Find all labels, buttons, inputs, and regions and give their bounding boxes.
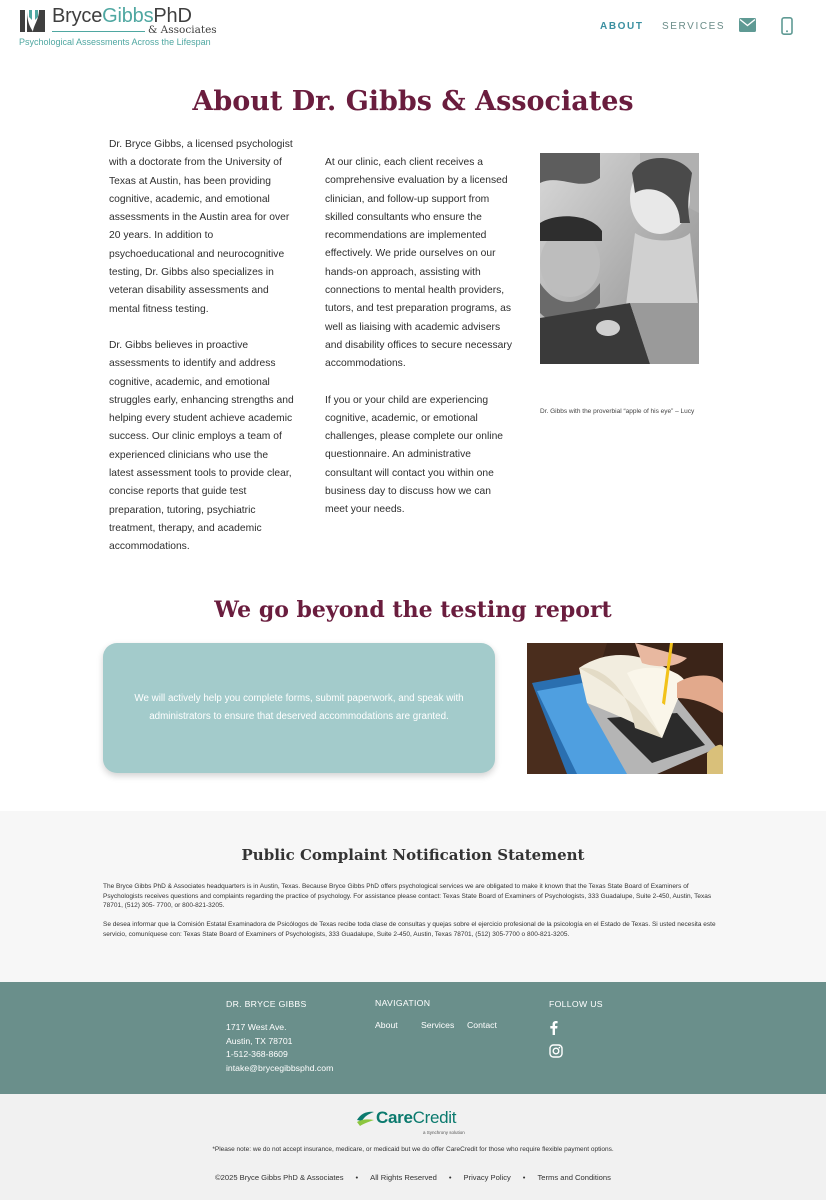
- footer-nav-about[interactable]: About: [375, 1020, 398, 1030]
- logo-wordmark: BryceGibbsPhD: [52, 5, 192, 27]
- about-paragraph: At our clinic, each client receives a comprehensive evaluation by a licensed clinician, and follow-up support from skilled consultants who ensure the recommendations are implemented effectively. We pride ourselves on our hands-on approach, assisting with connections to mental health providers, tutors, and test preparation programs, as well as liaising with academic advisers and disability offices to secure necessary accommodations.: [325, 157, 512, 370]
- about-paragraph: If you or your child are experiencing cognitive, academic, or emotional challenges, please complete our online questionnaire. An administrative consultant will contact you within one business day to discuss how we can meet your needs.: [325, 394, 504, 516]
- site-logo[interactable]: [19, 7, 219, 49]
- logo-associates: & Associates: [148, 24, 217, 36]
- footer-social-heading: FOLLOW US: [549, 999, 603, 1009]
- callout-text: We will actively help you complete forms, submit paperwork, and speak with administrators to ensure that deserved accommodations are granted.: [134, 693, 464, 722]
- complaint-text-english: The Bryce Gibbs PhD & Associates headquarters is in Austin, Texas. Because Bryce Gibbs PhD offers psychological services we are obligated to make it known that the Texas State Board of Examiners of Psychologists receives questions and complaints regarding the practice of psychology. For assistance please contact: Texas State Board of Examiners of Psychologists, 333 Guadalupe, Suite 2-450, Austin, Texas 78701, (512) 305- 7700, or 800-821-3205.: [103, 883, 712, 909]
- privacy-policy-link[interactable]: Privacy Policy: [463, 1173, 511, 1182]
- terms-link[interactable]: Terms and Conditions: [537, 1173, 611, 1182]
- carecredit-wordmark: CareCredit: [376, 1108, 457, 1127]
- about-paragraph: Dr. Gibbs believes in proactive assessments to identify and address cognitive, academic, and emotional struggles early, enhancing strengths and helping every student achieve academic success. Our clinic employs a team of experienced clinicians who use the latest assessment tools to provide clear, concise reports that guide test preparation, tutoring, psychiatric treatment, therapy, and academic accommodations.: [109, 339, 294, 553]
- footer-nav-heading: NAVIGATION: [375, 998, 431, 1008]
- about-paragraph: Dr. Bryce Gibbs, a licensed psychologist with a doctorate from the University of Texas at Austin, has been providing cognitive, academic, and emotional assessments in the Austin area for over 20 years. In addition to psychoeducational and neurocognitive testing, Dr. Gibbs also specializes in veteran disability assessments and mental fitness testing.: [109, 139, 293, 315]
- laptop-book-photo: [527, 643, 723, 774]
- complaint-text-spanish: Se desea informar que la Comisión Estatal Examinadora de Psicólogos de Texas recibe toda clase de consultas y quejas sobre el ejercicio profesional de la psicología en el Estado de Texas. Si usted necesita este servicio, comuníquese con: Texas State Board of Examiners of Psychologists, 333 Guadalupe, Suite 2-450, Austin, Texas 78701, (512) 305-7700 o 800-821-3205.: [103, 921, 716, 938]
- instagram-icon[interactable]: [549, 1044, 563, 1058]
- footer-address-street: 1717 West Ave.: [226, 1022, 287, 1032]
- facebook-icon[interactable]: [549, 1020, 558, 1035]
- separator-dot: •: [522, 1173, 526, 1182]
- nav-about-link[interactable]: ABOUT: [600, 21, 644, 32]
- site-header: [0, 0, 826, 56]
- services-callout: [103, 643, 495, 773]
- complaint-section: [0, 811, 826, 982]
- dr-gibbs-photo: [540, 153, 699, 364]
- logo-mark-icon: [19, 8, 47, 34]
- legal-links: [0, 1173, 826, 1182]
- about-column-left: [109, 136, 295, 557]
- complaint-title: Public Complaint Notification Statement: [241, 846, 585, 864]
- footer-nav-services[interactable]: Services: [421, 1020, 455, 1030]
- rights-text: All Rights Reserved: [370, 1173, 437, 1182]
- nav-services-link[interactable]: SERVICES: [662, 21, 726, 32]
- photo-caption: Dr. Gibbs with the proverbial “apple of his eye” – Lucy: [540, 408, 695, 415]
- footer-phone-link[interactable]: 1-512-368-8609: [226, 1049, 288, 1059]
- logo-tagline: Psychological Assessments Across the Lifespan: [19, 37, 211, 47]
- separator-dot: •: [448, 1173, 452, 1182]
- bottom-bar: [0, 1094, 826, 1200]
- footer-contact-heading: DR. BRYCE GIBBS: [226, 999, 307, 1009]
- site-footer: [0, 982, 826, 1094]
- beyond-title: We go beyond the testing report: [214, 597, 612, 623]
- copyright-text: ©2025 Bryce Gibbs PhD & Associates: [215, 1173, 344, 1182]
- logo-divider: [52, 31, 145, 32]
- mail-icon[interactable]: [739, 18, 756, 32]
- insurance-note: *Please note: we do not accept insurance, medicare, or medicaid but we do offer CareCredit for those who require flexible payment options.: [212, 1146, 614, 1153]
- about-title: About Dr. Gibbs & Associates: [192, 86, 634, 117]
- footer-nav-contact[interactable]: Contact: [467, 1020, 497, 1030]
- separator-dot: •: [355, 1173, 359, 1182]
- footer-email-link[interactable]: intake@brycegibbsphd.com: [226, 1063, 334, 1073]
- carecredit-logo[interactable]: [356, 1108, 472, 1137]
- phone-icon[interactable]: [781, 17, 793, 35]
- footer-address-city: Austin, TX 78701: [226, 1036, 293, 1046]
- carecredit-subtitle: a Synchrony solution: [423, 1130, 465, 1135]
- about-column-middle: [325, 154, 515, 520]
- carecredit-swoosh-icon: [356, 1111, 375, 1127]
